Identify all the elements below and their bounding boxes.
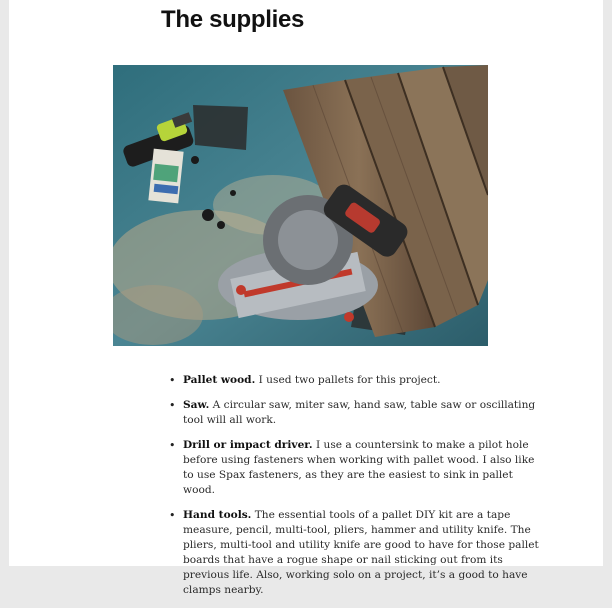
supplies-photo-illustration (113, 65, 488, 346)
section-heading: The supplies (161, 6, 305, 33)
article-page (9, 0, 603, 596)
supplies-list (167, 373, 542, 608)
screw-box (148, 149, 183, 204)
supplies-photo (113, 65, 488, 346)
list-item-term: Hand tools. (183, 509, 252, 521)
list-item (167, 398, 542, 428)
list-item-term: Drill or impact driver. (183, 439, 313, 451)
list-item-text: I used two pallets for this project. (255, 374, 441, 386)
list-item-term: Pallet wood. (183, 374, 256, 386)
list-item (167, 438, 542, 498)
list-item-text: The essential tools of a pallet DIY kit are a tape measure, pencil, multi-tool, pliers, hammer and utility knife. The pliers, multi-tool and utility knife are good to have for those pallet boards that have a rogue shape or nail sticking out from its previous life. Also, working solo on a project, it’s a good to have clamps nearby. (183, 509, 539, 596)
list-item-text: I use a countersink to make a pilot hole before using fasteners when working with pallet wood. I also like to use Spax fasteners, as they are the easiest to sink in pallet wood. (183, 439, 535, 496)
list-item (167, 508, 542, 598)
list-item-term: Saw. (183, 399, 210, 411)
list-item-text: A circular saw, miter saw, hand saw, table saw or oscillating tool will all work. (183, 399, 536, 426)
list-item (167, 373, 542, 388)
